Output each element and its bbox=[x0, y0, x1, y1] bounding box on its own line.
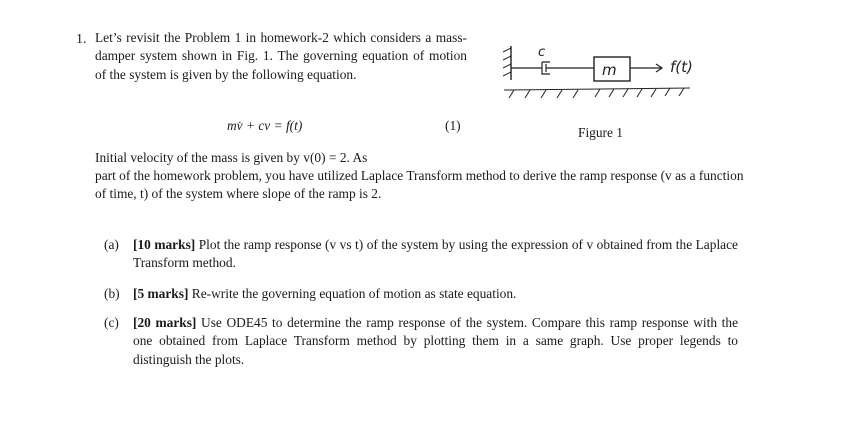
part-label: (a) bbox=[104, 237, 119, 252]
part-label: (b) bbox=[104, 286, 120, 301]
force-label: f(t) bbox=[670, 58, 693, 76]
part-marks: [20 marks] bbox=[133, 315, 197, 330]
part-body: Use ODE45 to determine the ramp response of the system. Compare this ramp response with the one obtained from Laplace Transform method by plotting them in a same graph. Use proper legends to distinguish the plots. bbox=[133, 315, 739, 367]
problem-number: 1. bbox=[76, 32, 87, 47]
problem-body-text: part of the homework problem, you have utilized Laplace Transform method to derive the ramp response (v as a function of time, t) of the system where slope of the ramp is 2. bbox=[95, 168, 744, 202]
initial-condition-text: Initial velocity of the mass is given by v(0) = 2. As bbox=[95, 150, 368, 165]
part-label: (c) bbox=[104, 315, 119, 330]
part-marks: [10 marks] bbox=[133, 237, 196, 252]
part-body: Re-write the governing equation of motion as state equation. bbox=[188, 286, 517, 301]
damper bbox=[511, 62, 594, 74]
part-body: Plot the ramp response (v vs t) of the system by using the expression of v obtained from the Laplace Transform method. bbox=[133, 237, 738, 271]
part-text bbox=[133, 285, 738, 303]
part-marks: [5 marks] bbox=[133, 286, 189, 301]
mass-damper-figure bbox=[490, 40, 730, 110]
ground bbox=[504, 88, 690, 98]
equation-of-motion: mv̇ + cv = f(t) bbox=[227, 118, 303, 133]
equation-number: (1) bbox=[445, 118, 461, 133]
part-text bbox=[133, 236, 738, 273]
damper-label: c bbox=[538, 45, 546, 60]
part-text bbox=[133, 314, 738, 369]
problem-intro: Let’s revisit the Problem 1 in homework-2 which considers a mass-damper system shown in Fig. 1. The governing equation of motion of the system is given by the following equation. bbox=[95, 30, 467, 82]
figure-caption: Figure 1 bbox=[578, 125, 624, 140]
mass-label: m bbox=[602, 61, 617, 79]
